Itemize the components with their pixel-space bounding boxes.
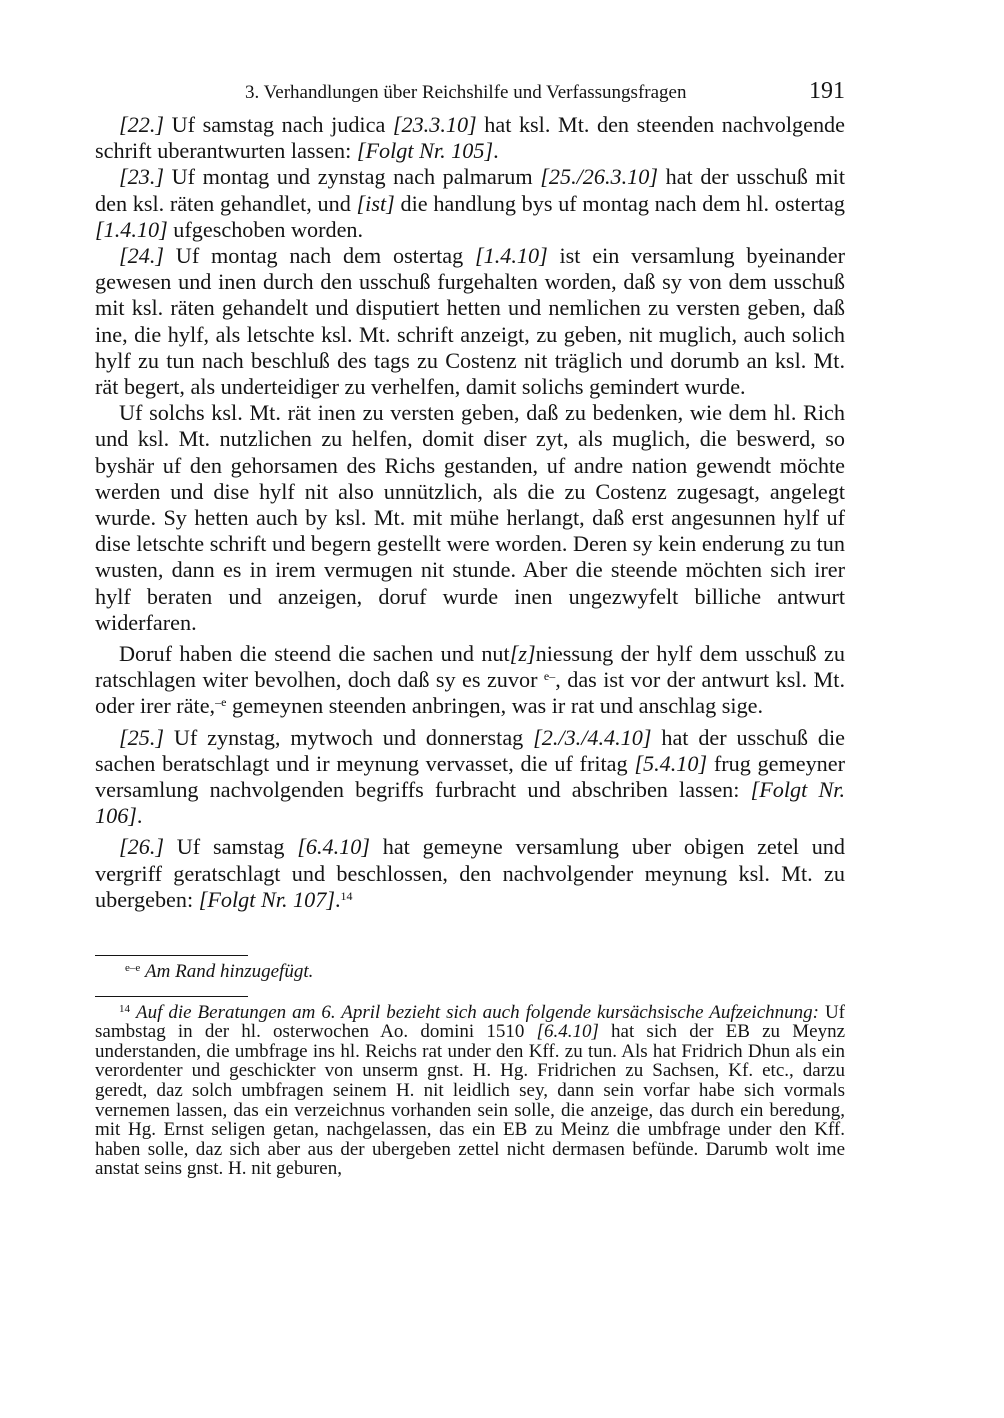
text-run: hat der usschuß die sachen beratschlagt und ir meynung vervasset, die uf fritag bbox=[95, 724, 845, 776]
italic-text: [26.] bbox=[119, 834, 165, 860]
italic-text: Am Rand hinzugefügt. bbox=[145, 961, 314, 983]
text-run: hat gemeyne versamlung uber obigen zetel und vergriff geratschlagt und beschlossen, den nachvolgender meynung ksl. Mt. zu ubergeben: bbox=[95, 834, 845, 912]
footnote-rule bbox=[95, 955, 248, 956]
text-run: Doruf haben die steend die sachen und nut bbox=[119, 641, 510, 667]
running-head bbox=[95, 78, 845, 112]
paragraph bbox=[95, 164, 845, 243]
italic-text: [2./3./4.4.10] bbox=[533, 724, 652, 750]
paragraph bbox=[95, 834, 845, 913]
text-run: hat der usschuß mit den ksl. räten gehandlet, und bbox=[95, 164, 845, 216]
main-text bbox=[95, 112, 845, 913]
italic-text: [6.4.10] bbox=[536, 1021, 599, 1043]
text-run: hat sich der EB zu Meynz understanden, die umbfrage ins hl. Reichs rat under den Kff. zu tun. Als hat Fridrich Dhun als ein verordenter und geschickter von unserm gnst. H. Hg. Fridrichen zu Sachsen, Kf. etc., darzu geredt, daz solch umbfragen seinem H. nit leidlich sey, dann sein vorfar habe sich vormals vernemen lassen, das ein verzeichnus vorhanden sein solle, die anzeige, das durch ein beredung, mit Hg. Ernst seligen getan, nachgelassen, das ein EB zu Meinz die umbfrage under den Kff. haben solle, daz sich aber aus der ubergeben zettel nicht dermasen befünde. Darumb wolt ime anstat seins gnst. H. nit geburen, bbox=[95, 1021, 845, 1180]
text-run: , das ist vor der antwurt ksl. Mt. oder irer räte, bbox=[95, 667, 845, 719]
text-run: gemeynen steenden anbringen, was ir rat und anschlag sige. bbox=[226, 693, 764, 719]
paragraph bbox=[95, 725, 845, 830]
text-run: hat ksl. Mt. den steenden nachvolgende schrift uberantwurten lassen: bbox=[95, 112, 845, 164]
note-marker: 14 bbox=[340, 888, 353, 903]
paragraph bbox=[95, 243, 845, 400]
running-head-title: 3. Verhandlungen über Reichshilfe und Verfassungsfragen bbox=[245, 82, 687, 103]
italic-text: [23.] bbox=[119, 164, 165, 190]
text-run: Uf sambstag in der hl. osterwochen Ao. domini 1510 bbox=[95, 1001, 845, 1043]
italic-text: [5.4.10] bbox=[634, 750, 708, 776]
text-run: ufgeschoben worden. bbox=[167, 216, 364, 242]
text-run: Uf solchs ksl. Mt. rät inen zu versten geben, daß zu bedenken, wie dem hl. Rich und ksl. Mt. nutzlichen zu helfen, domit diser zyt, als muglich, die beswerd, so byshär uf den gehorsamen des Richs gestanden, uf andre nation gewendt möchte werden und dise hylf nit also unnützlich, als die zu Costenz zugesagt, angelegt wurde. Sy hetten auch by ksl. Mt. mit mühe herlangt, daß erst angesunnen hylf uf dise letschte schrift und begern gestellt were worden. Deren sy kein enderung zu tun wusten, dann es in irem vermugen nit stunde. Aber die steende möchten sich irer hylf beraten und anzeigen, doruf wurde inen ungezwyfelt billiche antwurt widerfaren. bbox=[95, 400, 845, 635]
italic-text: [22.] bbox=[119, 112, 165, 137]
paragraph bbox=[95, 112, 845, 164]
text-run: . bbox=[493, 138, 499, 164]
italic-text: [1.4.10] bbox=[474, 243, 548, 269]
paragraph bbox=[95, 641, 845, 720]
italic-text: [Folgt Nr. 106] bbox=[95, 777, 845, 829]
text-run: Uf zynstag, mytwoch und donnerstag bbox=[164, 724, 534, 750]
text-run: niessung der hylf dem usschuß zu ratschlagen witer bevolhen, doch daß sy es zuvor bbox=[95, 641, 845, 693]
text-run: Uf montag nach dem ostertag bbox=[164, 243, 475, 269]
italic-text: [Folgt Nr. 107] bbox=[198, 886, 335, 912]
italic-text: [ist] bbox=[356, 190, 395, 216]
italic-text: [25./26.3.10] bbox=[540, 164, 658, 190]
document-page bbox=[95, 78, 845, 1179]
italic-text: [6.4.10] bbox=[297, 834, 370, 860]
italic-text: [z] bbox=[509, 641, 536, 667]
note-marker: e– bbox=[543, 669, 556, 684]
text-run: ist ein versamlung byeinander gewesen und inen durch den usschuß furgehalten worden, daß sy von dem usschuß mit ksl. räten gehandelt und disputiert hetten und nemlichen zu versten geben, daß ine, die hylf, als letschte ksl. Mt. schrift anzeigt, zu geben, nit muglich, auch solich hylf zu tun nach beschluß des tags zu Costenz nit träglich und dorumb an ksl. Mt. rät begert, als underteidiger zu verhelfen, damit solichs gemindert wurde. bbox=[95, 243, 845, 400]
text-run: Uf montag und zynstag nach palmarum bbox=[164, 164, 541, 190]
page-number: 191 bbox=[809, 78, 845, 104]
italic-text: [24.] bbox=[119, 243, 165, 269]
text-run: Uf samstag bbox=[164, 834, 298, 860]
footnote-14 bbox=[95, 1003, 845, 1179]
italic-text: [23.3.10] bbox=[392, 112, 477, 137]
text-run: . bbox=[136, 803, 143, 829]
italic-text: [25.] bbox=[119, 724, 165, 750]
text-run: frug gemeyner versamlung nachvolgenden begriffs furbracht und abschriben lassen: bbox=[95, 750, 846, 803]
note-marker: –e bbox=[215, 695, 227, 710]
italic-text: Auf die Beratungen am 6. April bezieht sich auch folgende kursächsische Aufzeichnung: bbox=[135, 1001, 819, 1023]
text-run: Uf samstag nach judica bbox=[164, 112, 393, 137]
italic-text: [1.4.10] bbox=[95, 216, 168, 242]
footnote-critical-apparatus bbox=[95, 962, 845, 982]
paragraph bbox=[95, 400, 845, 636]
text-run: . bbox=[334, 886, 341, 912]
text-run: die handlung bys uf montag nach dem hl. ostertag bbox=[394, 190, 845, 216]
footnote-rule bbox=[95, 996, 248, 997]
note-marker: 14 bbox=[119, 1002, 130, 1015]
italic-text: [Folgt Nr. 105] bbox=[356, 138, 494, 164]
note-marker: e–e bbox=[125, 962, 141, 975]
